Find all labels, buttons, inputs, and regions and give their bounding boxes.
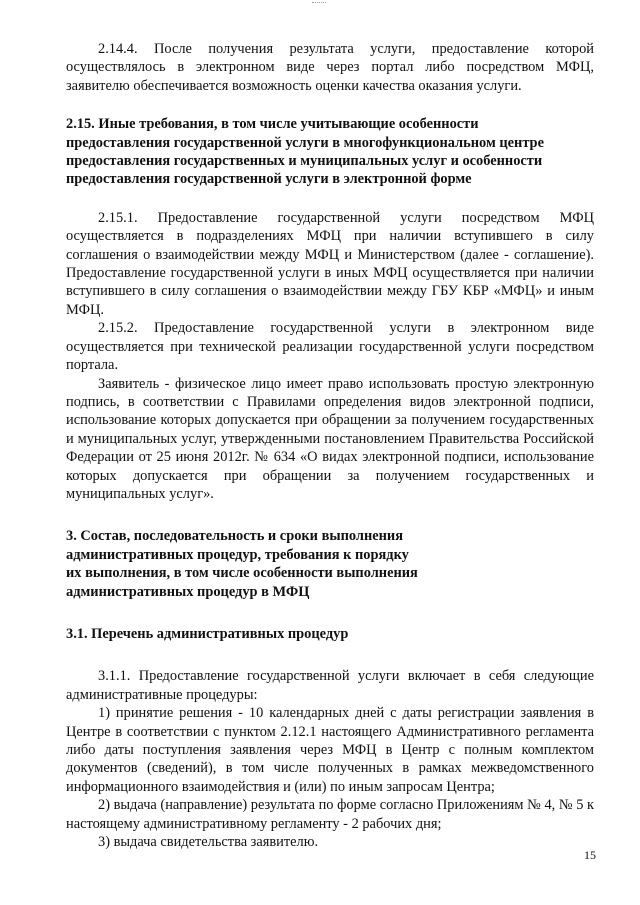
heading-line: предоставления государственной услуги в многофункциональном центре [66,134,544,151]
document-body [66,40,594,851]
paragraph-2-15-2: 2.15.2. Предоставление государственной услуги в электронном виде осуществляется при технической реализации государственной услуги посредством портала. [66,320,594,374]
heading-line: административных процедур в МФЦ [66,583,310,600]
heading-line: предоставления государственных и муниципальных услуг и особенности [66,153,543,170]
heading-2-15 [66,115,594,189]
list-item-procedure-2: 2) выдача (направление) результата по форме согласно Приложениям № 4, № 5 к настоящему административному регламенту - 2 рабочих дня; [66,797,594,832]
paragraph-3-1-1: 3.1.1. Предоставление государственной услуги включает в себя следующие административные процедуры: [66,668,594,703]
heading-line: 3. Состав, последовательность и сроки выполнения [66,528,403,545]
paragraph-2-15-1: 2.15.1. Предоставление государственной услуги посредством МФЦ осуществляется в подразделениях МФЦ при наличии вступившего в силу соглашения о взаимодействии между МФЦ и Министерством (далее - соглашение). Предоставление государственной услуги в иных МФЦ осуществляется при наличии вступившего в силу соглашения о взаимодействии между ГБУ КБР «МФЦ» и иным МФЦ. [66,209,594,318]
paragraph-2-14-4: 2.14.4. После получения результата услуги, предоставление которой осуществлялось в электронном виде через портал либо посредством МФЦ, заявителю обеспечивается возможность оценки качества оказания услуги. [66,41,594,94]
heading-line: административных процедур, требования к порядку [66,546,409,563]
paragraph-applicant: Заявитель - физическое лицо имеет право использовать простую электронную подпись, в соответствии с Правилами определения видов электронной подписи, использование которых допускается при обращении за получением государственных и муниципальных услуг, утвержденными постановлением Правительства Российской Федерации от 25 июня 2012г. № 634 «О видах электронной подписи, использование которых допускается при обращении за получением государственных и муниципальных услуг». [66,375,594,502]
list-item-procedure-1: 1) принятие решения - 10 календарных дней с даты регистрации заявления в Центре в соответствии с пунктом 2.12.1 настоящего Административного регламента либо даты поступления заявления через МФЦ в Центр с полным комплектом документов (сведений), в том числе полученных в рамках межведомственного информационного взаимодействия и (или) по иным запросам Центра; [66,705,594,795]
heading-3 [66,527,594,601]
page-number: 15 [584,848,596,862]
heading-3-1: 3.1. Перечень административных процедур [66,625,349,642]
heading-line: их выполнения, в том числе особенности выполнения [66,565,418,582]
heading-line: 2.15. Иные требования, в том числе учитывающие особенности [66,116,479,133]
list-item-procedure-3: 3) выдача свидетельства заявителю. [98,834,319,851]
heading-line: предоставления государственной услуги в электронной форме [66,171,472,188]
scan-mark [312,2,326,4]
